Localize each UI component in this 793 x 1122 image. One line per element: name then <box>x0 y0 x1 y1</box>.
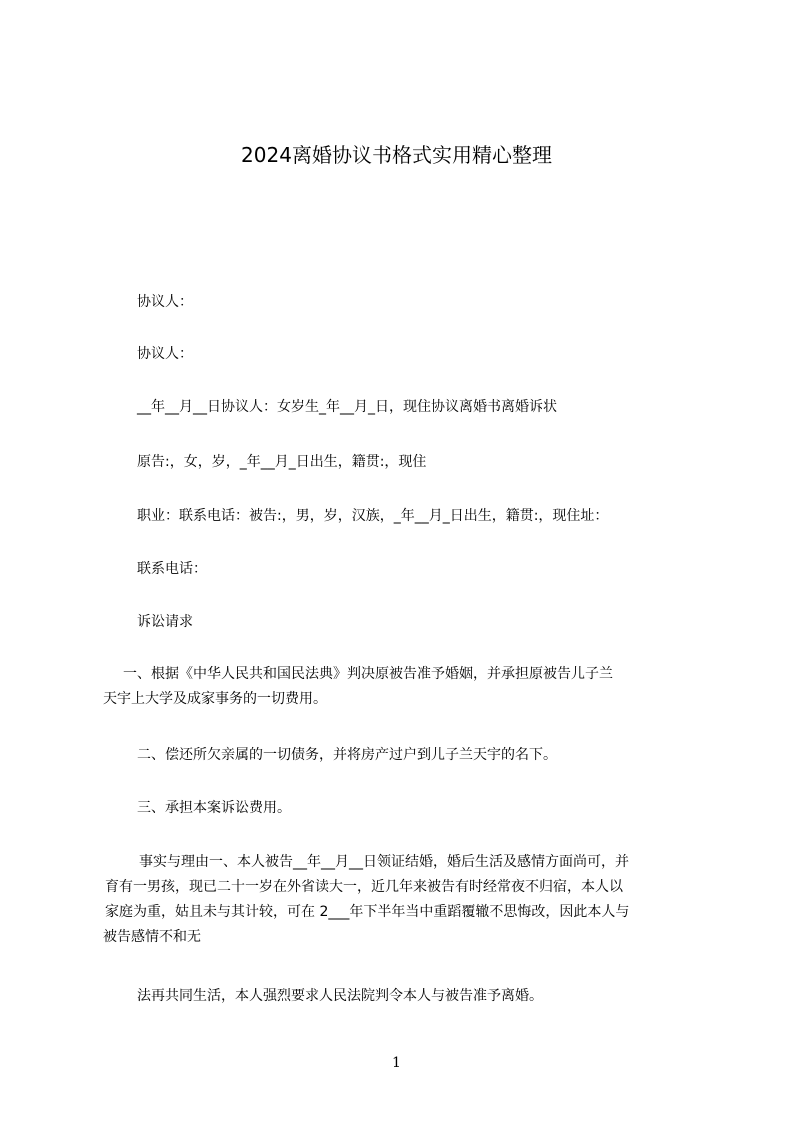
page-number: 1 <box>392 1055 401 1071</box>
facts-line1: 事实与理由一、本人被告__年__月__日领证结婚，婚后生活及感情方面尚可，并 <box>139 854 629 870</box>
facts-line3: 家庭为重，姑且未与其计较，可在 2___年下半年当中重蹈覆辙不思悔改，因此本人与 <box>105 904 630 920</box>
claims-heading: 诉讼请求 <box>137 614 193 630</box>
claim1-paragraph <box>103 663 703 710</box>
claim3-line: 三、承担本案诉讼费用。 <box>137 800 291 816</box>
party2-line: 协议人： <box>137 346 193 362</box>
document-title: 2024离婚协议书格式实用精心整理 <box>241 143 552 167</box>
facts-paragraph <box>103 851 703 948</box>
claim1-line2: 天宇上大学及成家事务的一切费用。 <box>103 691 327 707</box>
facts-line4: 被告感情不和无 <box>103 929 201 945</box>
date-line: __年__月__日协议人：女岁生_年__月_日，现住协议离婚书离婚诉状 <box>137 399 557 415</box>
occupation-line: 职业：联系电话：被告:，男，岁，汉族，_年__月_日出生，籍贯:，现住址： <box>137 508 609 524</box>
facts-line2: 育有一男孩，现已二十一岁在外省读大一，近几年来被告有时经常夜不归宿，本人以 <box>105 879 623 895</box>
facts-continuation: 法再共同生活，本人强烈要求人民法院判令本人与被告准予离婚。 <box>137 988 543 1004</box>
party1-line: 协议人： <box>137 294 193 310</box>
phone-line: 联系电话： <box>137 561 207 577</box>
claim1-line1: 一、根据《中华人民共和国民法典》判决原被告准予婚姻，并承担原被告儿子兰 <box>123 666 613 682</box>
claim2-line: 二、偿还所欠亲属的一切债务，并将房产过户到儿子兰天宇的名下。 <box>137 747 557 763</box>
plaintiff-line: 原告:，女，岁，_年__月_日出生，籍贯:，现住 <box>137 454 427 470</box>
